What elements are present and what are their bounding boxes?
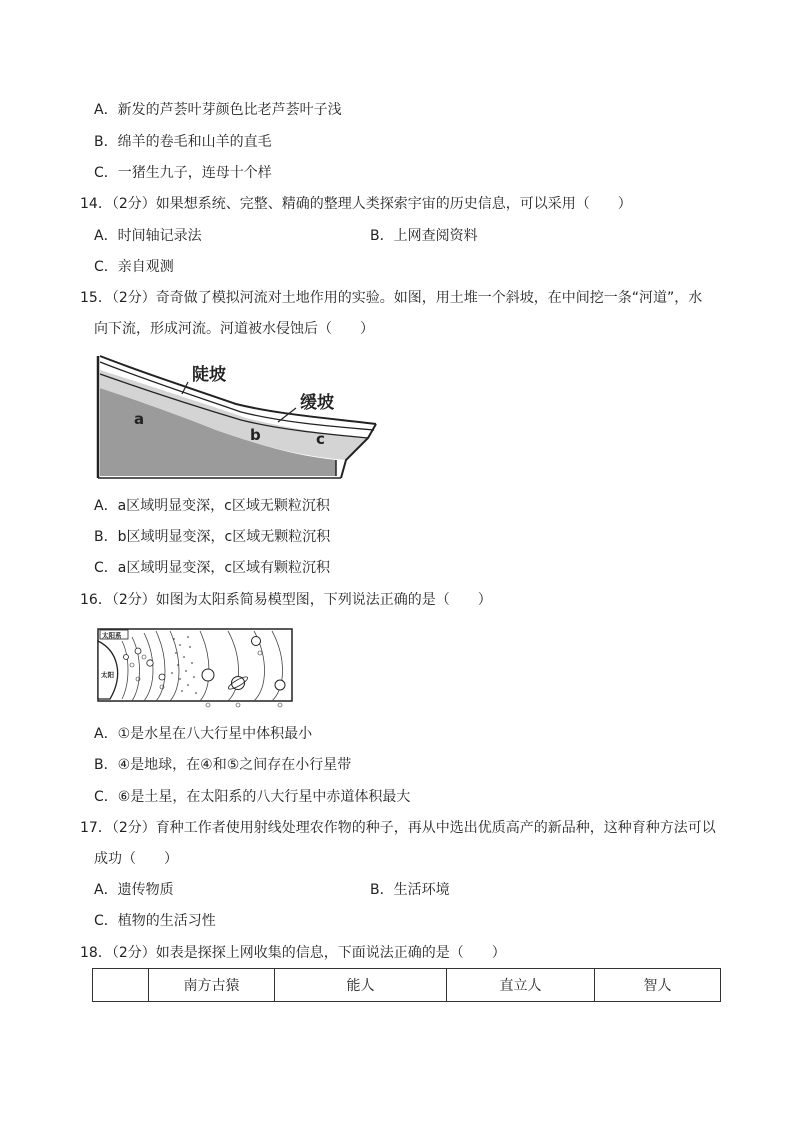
label-solar-system: 太阳系 <box>102 631 122 640</box>
q15-option-a: A．a区域明显变深，c区域无颗粒沉积 <box>94 498 330 514</box>
label-region-c: c <box>316 430 325 448</box>
q17-stem-line1: 17．（2分）育种工作者使用射线处理农作物的种子，再从中选出优质高产的新品种，这种育种方法可以 <box>80 820 716 836</box>
table-header-cell-homo-erectus: 直立人 <box>447 969 595 1002</box>
q14-option-b: B．上网查阅资料 <box>370 228 478 244</box>
table-header-cell-australopithecus: 南方古猿 <box>149 969 275 1002</box>
q13-option-b: B．绵羊的卷毛和山羊的直毛 <box>94 134 272 150</box>
q16-option-b: B．④是地球，在④和⑤之间存在小行星带 <box>94 757 352 773</box>
q14-stem: 14．（2分）如果想系统、完整、精确的整理人类探索宇宙的历史信息，可以采用（ ） <box>80 196 632 212</box>
q17-option-c: C．植物的生活习性 <box>94 913 216 929</box>
table-header-cell-empty <box>93 969 149 1002</box>
q16-option-c: C．⑥是土星，在太阳系的八大行星中赤道体积最大 <box>94 789 411 805</box>
q18-stem: 18．（2分）如表是探探上网收集的信息，下面说法正确的是（ ） <box>80 945 506 961</box>
label-sun: 太阳 <box>101 671 114 679</box>
q15-option-b: B．b区域明显变深，c区域无颗粒沉积 <box>94 529 331 545</box>
label-region-b: b <box>250 426 261 444</box>
table-header-cell-homo-sapiens: 智人 <box>595 969 721 1002</box>
label-gentle-slope: 缓坡 <box>300 393 334 413</box>
q13-option-c: C．一猪生九子，连母十个样 <box>94 165 272 181</box>
q16-option-a: A．①是水星在八大行星中体积最小 <box>94 726 313 742</box>
q15-option-c: C．a区域明显变深，c区域有颗粒沉积 <box>94 560 331 576</box>
q17-stem-line2: 成功（ ） <box>94 851 178 867</box>
q17-option-b: B．生活环境 <box>370 882 450 898</box>
q15-stem-line2: 向下流，形成河流。河道被水侵蚀后（ ） <box>94 321 374 337</box>
q17-option-a: A．遗传物质 <box>94 882 174 898</box>
river-slope-diagram <box>96 352 386 480</box>
table-header-row <box>93 969 721 1002</box>
label-region-a: a <box>134 410 145 428</box>
solar-system-diagram <box>96 627 296 709</box>
label-steep-slope: 陡坡 <box>192 365 226 385</box>
q14-option-a: A．时间轴记录法 <box>94 228 202 244</box>
table-header-cell-homo-habilis: 能人 <box>275 969 447 1002</box>
q13-option-a: A．新发的芦荟叶芽颜色比老芦荟叶子浅 <box>94 102 342 118</box>
hominid-info-table <box>92 968 721 1002</box>
q15-stem-line1: 15．（2分）奇奇做了模拟河流对土地作用的实验。如图，用土堆一个斜坡，在中间挖一条“河道”，水 <box>80 290 703 306</box>
q16-stem: 16．（2分）如图为太阳系简易模型图，下列说法正确的是（ ） <box>80 592 492 608</box>
q14-option-c: C．亲自观测 <box>94 259 174 275</box>
